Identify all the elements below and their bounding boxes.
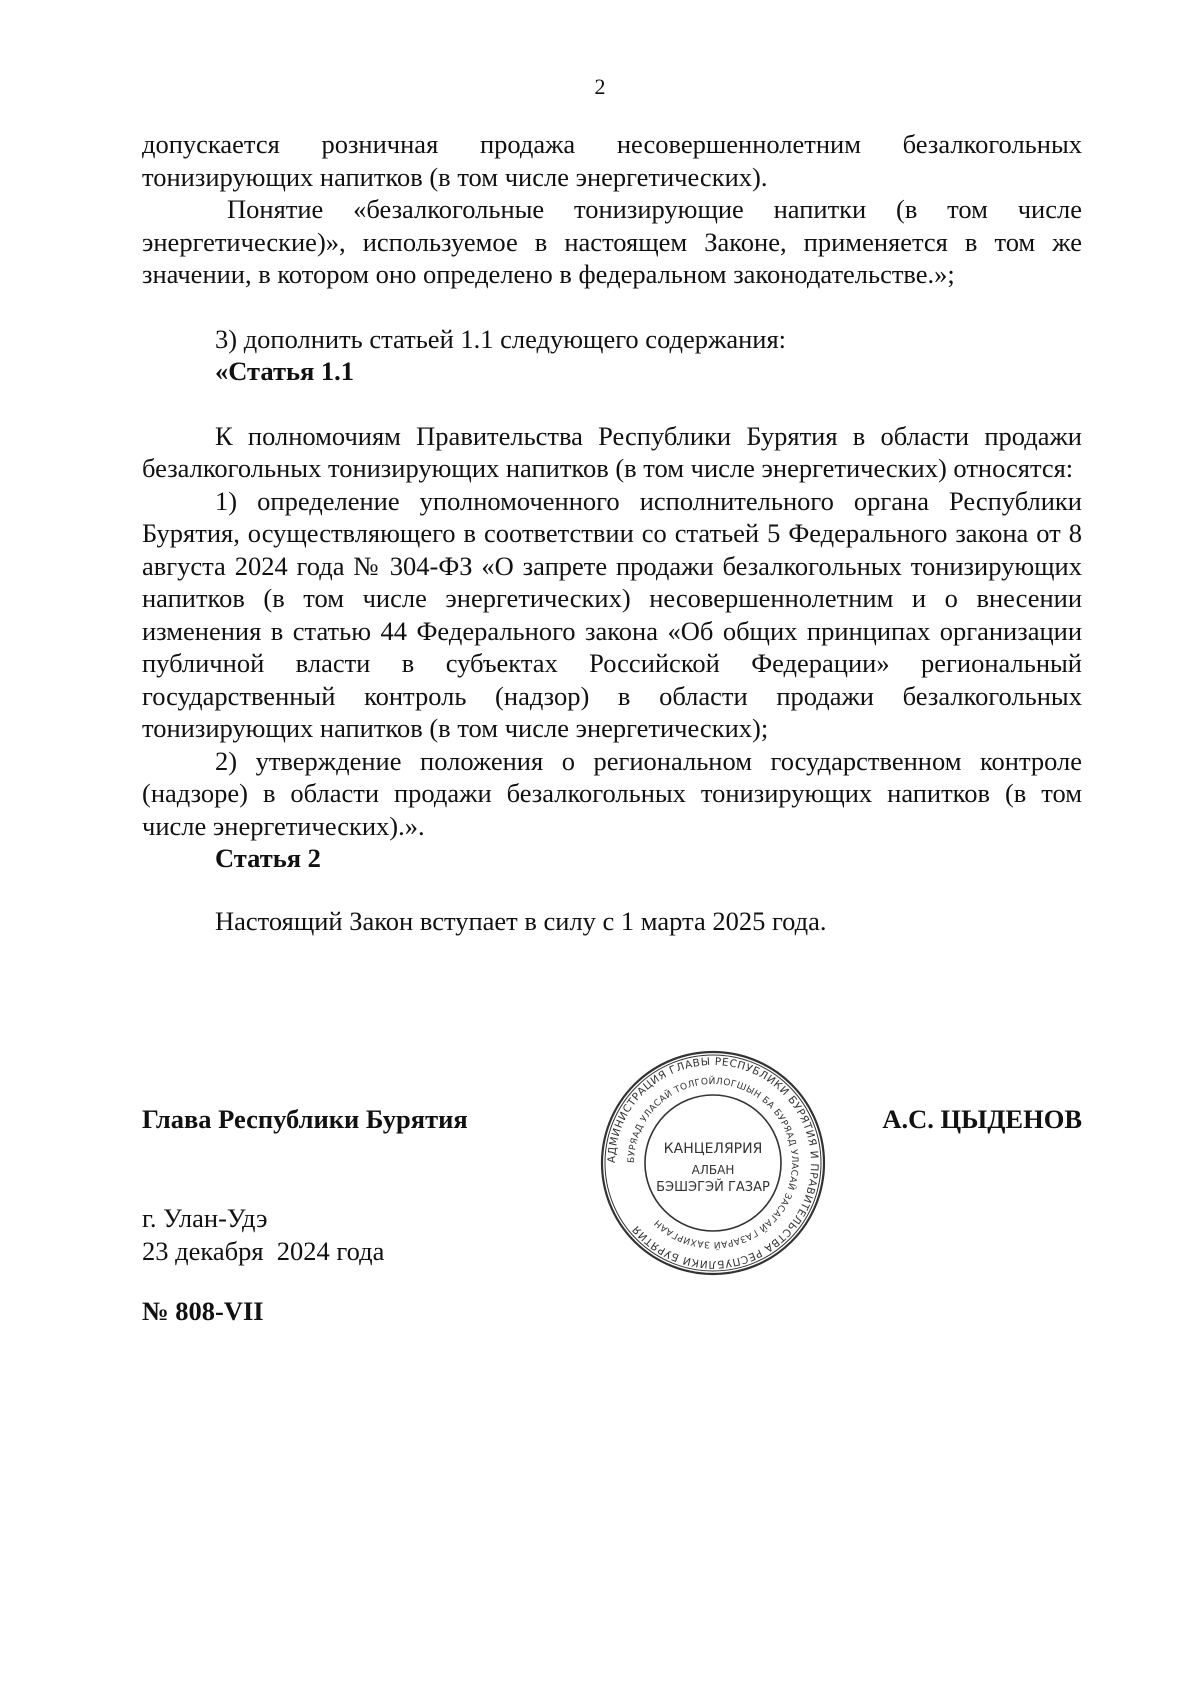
place-date-block xyxy=(142,1202,384,1267)
article-2-heading: Статья 2 xyxy=(215,843,321,873)
article-1-1-item-2: 2) утверждение положения о региональном государственном контроле (надзоре) в области продажи безалкогольных тонизирующих напитков (в том числе энергетических).». xyxy=(142,745,1082,841)
seal-inner-text: БУРЯАД УЛАСАЙ ТОЛГОЙЛОГШЫН БА БУРЯАД УЛАСАЙ ЗАСАГАЙ ГАЗАРАЙ ЗАХИРГААН xyxy=(626,1076,800,1250)
article-2-text: Настоящий Закон вступает в силу с 1 марта 2025 года. xyxy=(215,905,827,936)
signatory-name: А.С. ЦЫДЕНОВ xyxy=(882,1104,1082,1134)
signing-place: г. Улан-Удэ xyxy=(142,1203,268,1233)
signatory-title: Глава Республики Бурятия xyxy=(142,1104,468,1134)
seal-center-line-3: БЭШЭГЭЙ ГАЗАР xyxy=(656,1180,770,1195)
seal-center-line-2: АЛБАН xyxy=(691,1163,735,1177)
seal-center-line-1: КАНЦЕЛЯРИЯ xyxy=(663,1141,763,1157)
article-1-1-item-1: 1) определение уполномоченного исполнительного органа Республики Бурятия, осуществляющего в соответствии со статьей 5 Федерального закона от 8 августа 2024 года № 304-ФЗ «О запрете продажи безалкогольных тонизирующих напитков (в том числе энергетических) несовершеннолетним и о внесении изменения в статью 44 Федерального закона «Об общих принципах организации публичной власти в субъектах Российской Федерации» региональный государственный контроль (надзор) в области продажи безалкогольных тонизирующих напитков (в том числе энергетических); xyxy=(142,485,1082,743)
signing-date: 23 декабря 2024 года xyxy=(142,1235,385,1266)
paragraph-definition: Понятие «безалкогольные тонизирующие напитки (в том числе энергетические)», используемое в настоящем Законе, применяется в том же значении, в котором оно определено в федеральном законодательстве.»; xyxy=(142,194,1082,289)
official-seal-icon xyxy=(598,1048,828,1278)
law-number: № 808-VII xyxy=(142,1296,264,1326)
paragraph-continuation: допускается розничная продажа несовершеннолетним безалкогольных тонизирующих напитков (в том числе энергетических). xyxy=(142,129,1082,192)
paragraph-amendment-3: 3) дополнить статьей 1.1 следующего содержания: xyxy=(215,323,787,354)
article-1-1-intro: К полномочиям Правительства Республики Бурятия в области продажи безалкогольных тонизирующих напитков (в том числе энергетических) относятся: xyxy=(142,420,1082,483)
document-body xyxy=(142,128,1082,937)
article-1-1-heading: «Статья 1.1 xyxy=(215,356,355,386)
seal-outer-text: АДМИНИСТРАЦИЯ ГЛАВЫ РЕСПУБЛИКИ БУРЯТИЯ И ПРАВИТЕЛЬСТВА РЕСПУБЛИКИ БУРЯТИЯ xyxy=(605,1055,821,1271)
page-number: 2 xyxy=(594,74,606,99)
